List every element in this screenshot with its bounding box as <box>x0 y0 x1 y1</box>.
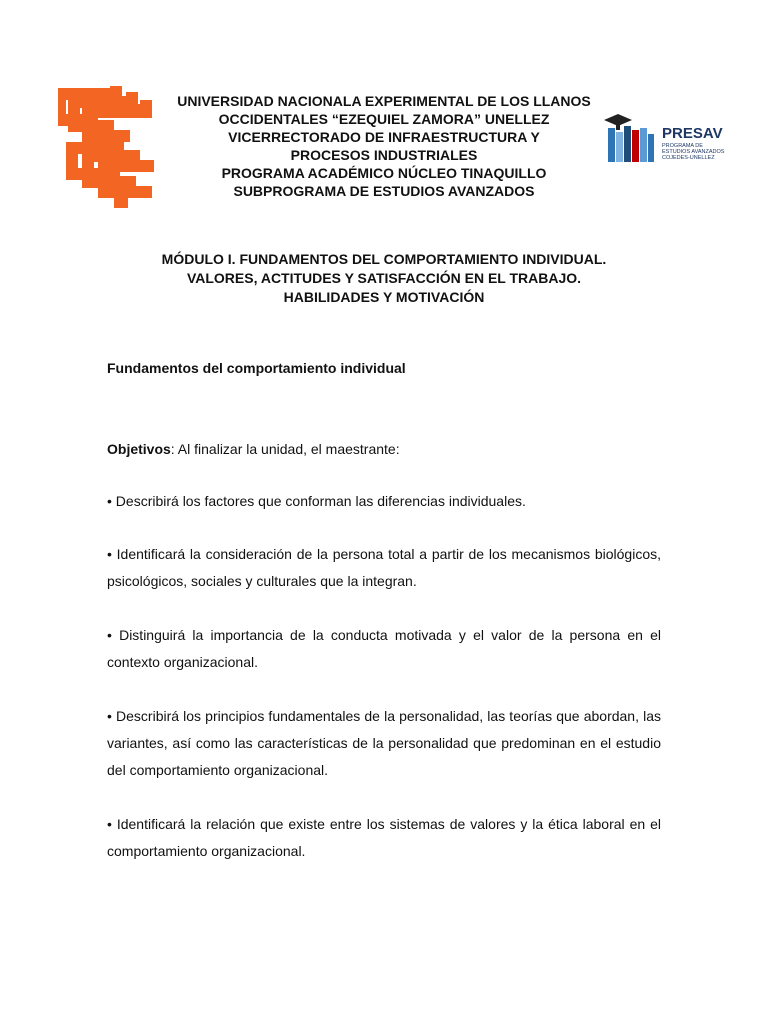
objective-bullet: • Describirá los principios fundamentales de la personalidad, las teorías que abordan, las variantes, así como las características de la personalidad que predominan en el estudio del comportamiento organizacional. <box>107 708 661 778</box>
module-title-line: VALORES, ACTITUDES Y SATISFACCIÓN EN EL TRABAJO. <box>186 270 582 286</box>
presav-subtitle-1: PROGRAMA DE <box>662 143 703 149</box>
presav-title: PRESAV <box>662 125 723 142</box>
objective-bullet: • Identificará la consideración de la persona total a partir de los mecanismos biológicos, psicológicos, sociales y culturales que la integran. <box>107 546 661 589</box>
header-line: PROGRAMA ACADÉMICO NÚCLEO TINAQUILLO <box>221 165 547 181</box>
objectives-text: : Al finalizar la unidad, el maestrante: <box>170 441 400 457</box>
module-title-line: HABILIDADES Y MOTIVACIÓN <box>283 289 485 305</box>
module-title-line: MÓDULO I. FUNDAMENTOS DEL COMPORTAMIENTO INDIVIDUAL. <box>161 251 607 267</box>
section-heading: Fundamentos del comportamiento individual <box>107 360 406 376</box>
presav-logo <box>600 108 740 168</box>
objective-bullet: • Describirá los factores que conforman las diferencias individuales. <box>107 493 526 509</box>
presav-subtitle-3: COJEDES-UNELLEZ <box>662 155 715 161</box>
module-title <box>100 250 668 307</box>
objectives-intro <box>107 440 400 458</box>
institution-header <box>150 92 618 200</box>
header-line: UNIVERSIDAD NACIONALA EXPERIMENTAL DE LOS LLANOS <box>177 93 591 109</box>
presav-subtitle-2: ESTUDIOS AVANZADOS <box>662 149 725 155</box>
unellez-logo <box>58 84 156 208</box>
header-line: PROCESOS INDUSTRIALES <box>290 147 478 163</box>
objective-bullet: • Identificará la relación que existe entre los sistemas de valores y la ética laboral en el comportamiento organizacional. <box>107 816 661 859</box>
objective-bullet: • Distinguirá la importancia de la conducta motivada y el valor de la persona en el contexto organizacional. <box>107 627 661 670</box>
header-line: VICERRECTORADO DE INFRAESTRUCTURA Y <box>228 129 540 145</box>
objectives-label: Objetivos <box>107 441 171 457</box>
header-line: SUBPROGRAMA DE ESTUDIOS AVANZADOS <box>233 183 535 199</box>
header-line: OCCIDENTALES “EZEQUIEL ZAMORA” UNELLEZ <box>218 111 550 127</box>
